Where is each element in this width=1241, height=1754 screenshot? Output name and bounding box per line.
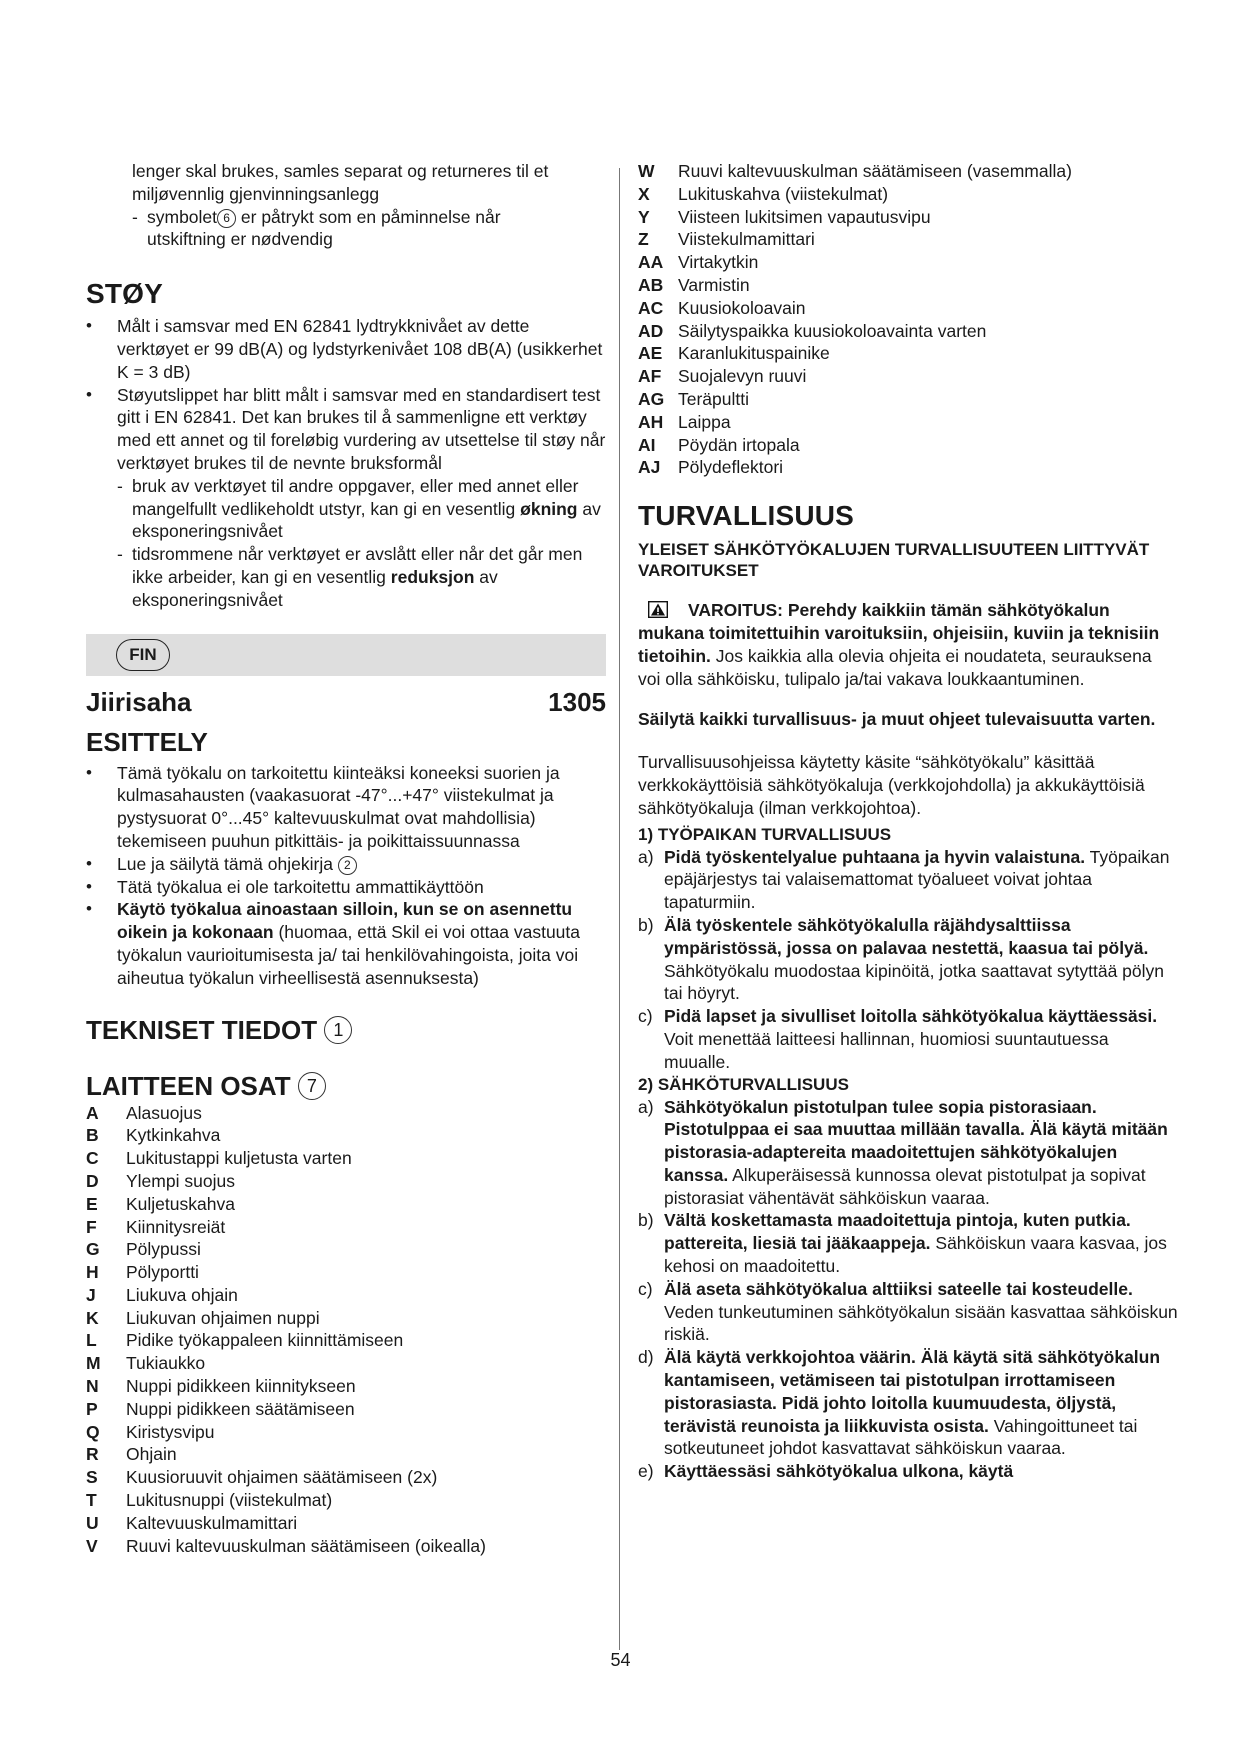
part-label: Virtakytkin: [678, 252, 759, 273]
list-item: • Tämä työkalu on tarkoitettu kiinteäksi koneeksi suorien ja kulmasahausten (vaakasuorat -47°...+47° viistekulmat ja pystysuorat 0°...45° kaltevuuskulmat ovat mahdollisia) tekemiseen puuhun pitkittäis- ja poikittaissuunnassa: [86, 762, 606, 853]
part-key: AG: [638, 388, 665, 409]
page-number: 54: [610, 1650, 631, 1670]
part-key: P: [86, 1398, 98, 1419]
part-key: F: [86, 1216, 97, 1237]
part-key: AI: [638, 434, 656, 455]
part-label: Pölyportti: [126, 1262, 199, 1283]
part-label: Ohjain: [126, 1444, 177, 1465]
part-label: Lukituskahva (viistekulmat): [678, 183, 889, 204]
left-column: [86, 160, 606, 1557]
part-label: Lukitustappi kuljetusta varten: [126, 1148, 352, 1169]
section-title-esittely: ESITTELY: [86, 726, 208, 757]
part-label: Pidike työkappaleen kiinnittämiseen: [126, 1330, 404, 1351]
list-item: d) Älä käytä verkkojohtoa väärin. Älä käytä sitä sähkötyökalun kantamiseen, vetämiseen tai pistotulpan irrottamiseen pistorasiasta. Pidä johto loitolla kuumuudesta, öljystä, terävistä reunoista ja liikkuvista osista. Vahingoittuneet tai sotkeutuneet johdot kasvattavat sähköiskun vaaraa.: [638, 1347, 1161, 1459]
part-key: AE: [638, 343, 663, 364]
stoy-sub-item: - tidsrommene når verktøyet er avslått eller når det går men ikke arbeider, kan gi en vesentlig reduksjon av eksponeringsnivået: [117, 544, 583, 610]
part-label: Kaltevuuskulmamittari: [126, 1512, 298, 1533]
part-label: Kuusiokoloavain: [678, 297, 806, 318]
list-item: a) Pidä työskentelyalue puhtaana ja hyvin valaistuna. Työpaikan epäjärjestys tai valaisemattomat työalueet voivat johtaa tapaturmiin.: [638, 846, 1170, 913]
circled-number-icon: 2: [338, 856, 357, 875]
list-item: b) Vältä koskettamasta maadoitettuja pintoja, kuten putkia. pattereita, liesiä tai jääkaappeja. Sähköiskun vaara kasvaa, jos kehosi on maadoitettu.: [638, 1210, 1167, 1277]
product-header: [86, 686, 606, 718]
part-key: B: [86, 1125, 99, 1146]
part-label: Liukuva ohjain: [126, 1284, 238, 1305]
circled-number-icon: 7: [298, 1072, 326, 1100]
work-area-items: [638, 846, 1178, 1074]
list-item: c) Pidä lapset ja sivulliset loitolla sähkötyökalua käyttäessäsi. Voit menettää laitteesi hallinnan, huomiosi suuntautuessa muualle.: [638, 1006, 1158, 1072]
list-item: • Käytö työkalua ainoastaan silloin, kun se on asennettu oikein ja kokonaan (huomaa, että Skil ei voi ottaa vastuuta työkalun vaurioitumisesta ja/ tai henkilövahingoista, joita voi aiheutua työkalun virheellisestä asennuksesta): [86, 898, 606, 989]
part-key: W: [638, 161, 655, 181]
continuation-text: [86, 160, 606, 251]
part-label: Pölydeflektori: [678, 457, 784, 478]
part-key: Y: [638, 206, 650, 227]
part-key: Q: [86, 1421, 100, 1442]
part-label: Säilytyspaikka kuusiokoloavainta varten: [678, 320, 987, 341]
stoy-sub-item: - bruk av verktøyet til andre oppgaver, eller med annet eller mangelfullt vedlikeholdt utstyr, kan gi en vesentlig økning av eksponeringsnivået: [117, 475, 601, 542]
part-key: AH: [638, 411, 664, 432]
list-item: c) Älä aseta sähkötyökalua alttiiksi sateelle tai kosteudelle. Veden tunkeutuminen sähkötyökalun sisään kasvattaa sähköiskun riskiä.: [638, 1278, 1178, 1345]
part-key: C: [86, 1148, 99, 1169]
part-label: Alasuojus: [126, 1102, 202, 1123]
language-bar: [86, 634, 606, 676]
warning-paragraph: VAROITUS: Perehdy kaikkiin tämän sähkötyökalun mukana toimitettuihin varoituksiin, ohjeisiin, kuviin ja teknisiin tietoihin. Jos kaikkia alla olevia ohjeita ei noudateta, seurauksena voi olla sähköisku, tulipalo ja/tai vakava loukkaantuminen.: [638, 600, 1160, 689]
part-label: Lukitusnuppi (viistekulmat): [126, 1490, 333, 1511]
part-label: Viisteen lukitsimen vapautusvipu: [678, 206, 931, 227]
part-label: Karanlukituspainike: [678, 343, 830, 364]
part-label: Kuljetuskahva: [126, 1193, 235, 1214]
part-key: J: [86, 1284, 96, 1305]
part-label: Kiinnitysreiät: [126, 1216, 226, 1237]
electrical-items: [638, 1096, 1178, 1484]
part-key: N: [86, 1376, 99, 1397]
part-label: Kuusioruuvit ohjaimen säätämiseen (2x): [126, 1467, 438, 1488]
part-key: X: [638, 183, 650, 204]
part-key: G: [86, 1239, 100, 1260]
part-key: H: [86, 1262, 99, 1283]
part-key: AC: [638, 297, 664, 318]
section-title-osat: LAITTEEN OSAT 7: [86, 1070, 606, 1102]
dash-prefix: -: [132, 206, 138, 227]
definition-paragraph: Turvallisuusohjeissa käytetty käsite “sähkötyökalu” käsittää verkkokäyttöisiä sähkötyökaluja (verkkojohdolla) ja akkukäyttöisiä sähkötyökaluja (ilman verkkojohtoa).: [638, 752, 1145, 818]
part-key: V: [86, 1535, 98, 1556]
warning-icon: [648, 601, 668, 618]
part-label: Varmistin: [678, 274, 750, 295]
part-label: Pöydän irtopala: [678, 434, 800, 455]
right-column: [638, 160, 1178, 1483]
cont-line: miljøvennlig gjenvinningsanlegg: [132, 183, 380, 204]
part-label: Kytkinkahva: [126, 1125, 221, 1146]
list-item: • Målt i samsvar med EN 62841 lydtrykknivået av dette verktøyet er 99 dB(A) og lydstyrkenivået 108 dB(A) (usikkerhet K = 3 dB): [86, 315, 606, 383]
list-item: e) Käyttäessäsi sähkötyökalua ulkona, käytä: [638, 1461, 1014, 1482]
part-label: Ruuvi kaltevuuskulman säätämiseen (vasemmalla): [678, 161, 1072, 181]
part-label: Teräpultti: [678, 388, 750, 409]
part-label: Liukuvan ohjaimen nuppi: [126, 1307, 320, 1328]
part-label: Nuppi pidikkeen kiinnitykseen: [126, 1376, 356, 1397]
part-key: E: [86, 1193, 98, 1214]
list-item: • Lue ja säilytä tämä ohjekirja 2: [86, 853, 606, 876]
part-key: Z: [638, 229, 649, 250]
part-label: Viistekulmamittari: [678, 229, 815, 250]
section-title-turvallisuus: TURVALLISUUS: [638, 500, 855, 532]
list-item: b) Älä työskentele sähkötyökalulla räjähdysalttiissa ympäristössä, jossa on palavaa nestettä, kaasua tai pölyä. Sähkötyökalu muodostaa kipinöitä, jotka saattavat sytyttää pölyn tai höyryt.: [638, 914, 1165, 1004]
part-key: AB: [638, 274, 664, 295]
esittely-bullets: [86, 762, 606, 990]
part-key: R: [86, 1444, 99, 1465]
part-label: Pölypussi: [126, 1239, 201, 1260]
list-item: • Støyutslippet har blitt målt i samsvar med en standardisert test gitt i EN 62841. Det kan brukes til å sammenligne ett verktøy med ett annet og til foreløbig vurdering av utsettelse til støy når verktøyet brukes til de nevnte bruksformål: [86, 384, 606, 475]
part-label: Laippa: [678, 411, 731, 432]
section-electrical: 2) SÄHKÖTURVALLISUUS: [638, 1074, 849, 1094]
symbol-note: [86, 206, 606, 252]
part-label: Ylempi suojus: [126, 1170, 235, 1191]
parts-list: [86, 1102, 606, 1558]
part-key: AJ: [638, 457, 661, 478]
column-divider: [619, 168, 620, 1650]
circled-number-icon: 6: [217, 209, 236, 228]
symbol-note-before: symbolet: [147, 206, 218, 227]
part-key: K: [86, 1307, 99, 1328]
part-key: L: [86, 1330, 97, 1351]
part-label: Suojalevyn ruuvi: [678, 366, 807, 387]
part-key: A: [86, 1102, 99, 1123]
part-key: T: [86, 1490, 97, 1511]
symbol-note-line2: utskiftning er nødvendig: [147, 229, 333, 250]
part-key: M: [86, 1353, 101, 1374]
part-key: AA: [638, 252, 664, 273]
section-title-stoy: STØY: [86, 278, 164, 310]
subsection-title-yleiset: YLEISET SÄHKÖTYÖKALUJEN TURVALLISUUTEEN LIITTYVÄT VAROITUKSET: [638, 540, 1150, 581]
language-code-badge: FIN: [116, 639, 170, 671]
symbol-note-after: er påtrykt som en påminnelse når: [236, 206, 501, 227]
parts-list-continued: [638, 160, 1178, 479]
part-label: Nuppi pidikkeen säätämiseen: [126, 1398, 355, 1419]
list-item: a) Sähkötyökalun pistotulpan tulee sopia pistorasiaan. Pistotulppaa ei saa muuttaa millään tavalla. Älä käytä mitään pistorasia-adaptereita maadoitettujen sähkötyökalujen kanssa. Alkuperäisessä kunnossa olevat pistotulpat ja sopivat pistorasiat vähentävät sähköiskun vaaraa.: [638, 1096, 1168, 1208]
product-name: Jiirisaha: [86, 686, 192, 717]
circled-number-icon: 1: [324, 1016, 352, 1044]
stoy-bullets: [86, 315, 606, 475]
part-label: Ruuvi kaltevuuskulman säätämiseen (oikealla): [126, 1535, 486, 1556]
save-instructions: Säilytä kaikki turvallisuus- ja muut ohjeet tulevaisuutta varten.: [638, 709, 1156, 730]
part-key: D: [86, 1170, 99, 1191]
part-key: U: [86, 1512, 99, 1533]
cont-line: lenger skal brukes, samles separat og returneres til et: [132, 161, 549, 181]
section-title-tekniset: TEKNISET TIEDOT 1: [86, 1014, 606, 1046]
section-work-area: 1) TYÖPAIKAN TURVALLISUUS: [638, 824, 892, 844]
product-number: 1305: [548, 686, 606, 717]
part-key: S: [86, 1467, 98, 1488]
part-key: AF: [638, 366, 662, 387]
part-label: Kiristysvipu: [126, 1421, 215, 1442]
part-label: Tukiaukko: [126, 1353, 206, 1374]
list-item: • Tätä työkalua ei ole tarkoitettu ammattikäyttöön: [86, 876, 606, 899]
part-key: AD: [638, 320, 664, 341]
